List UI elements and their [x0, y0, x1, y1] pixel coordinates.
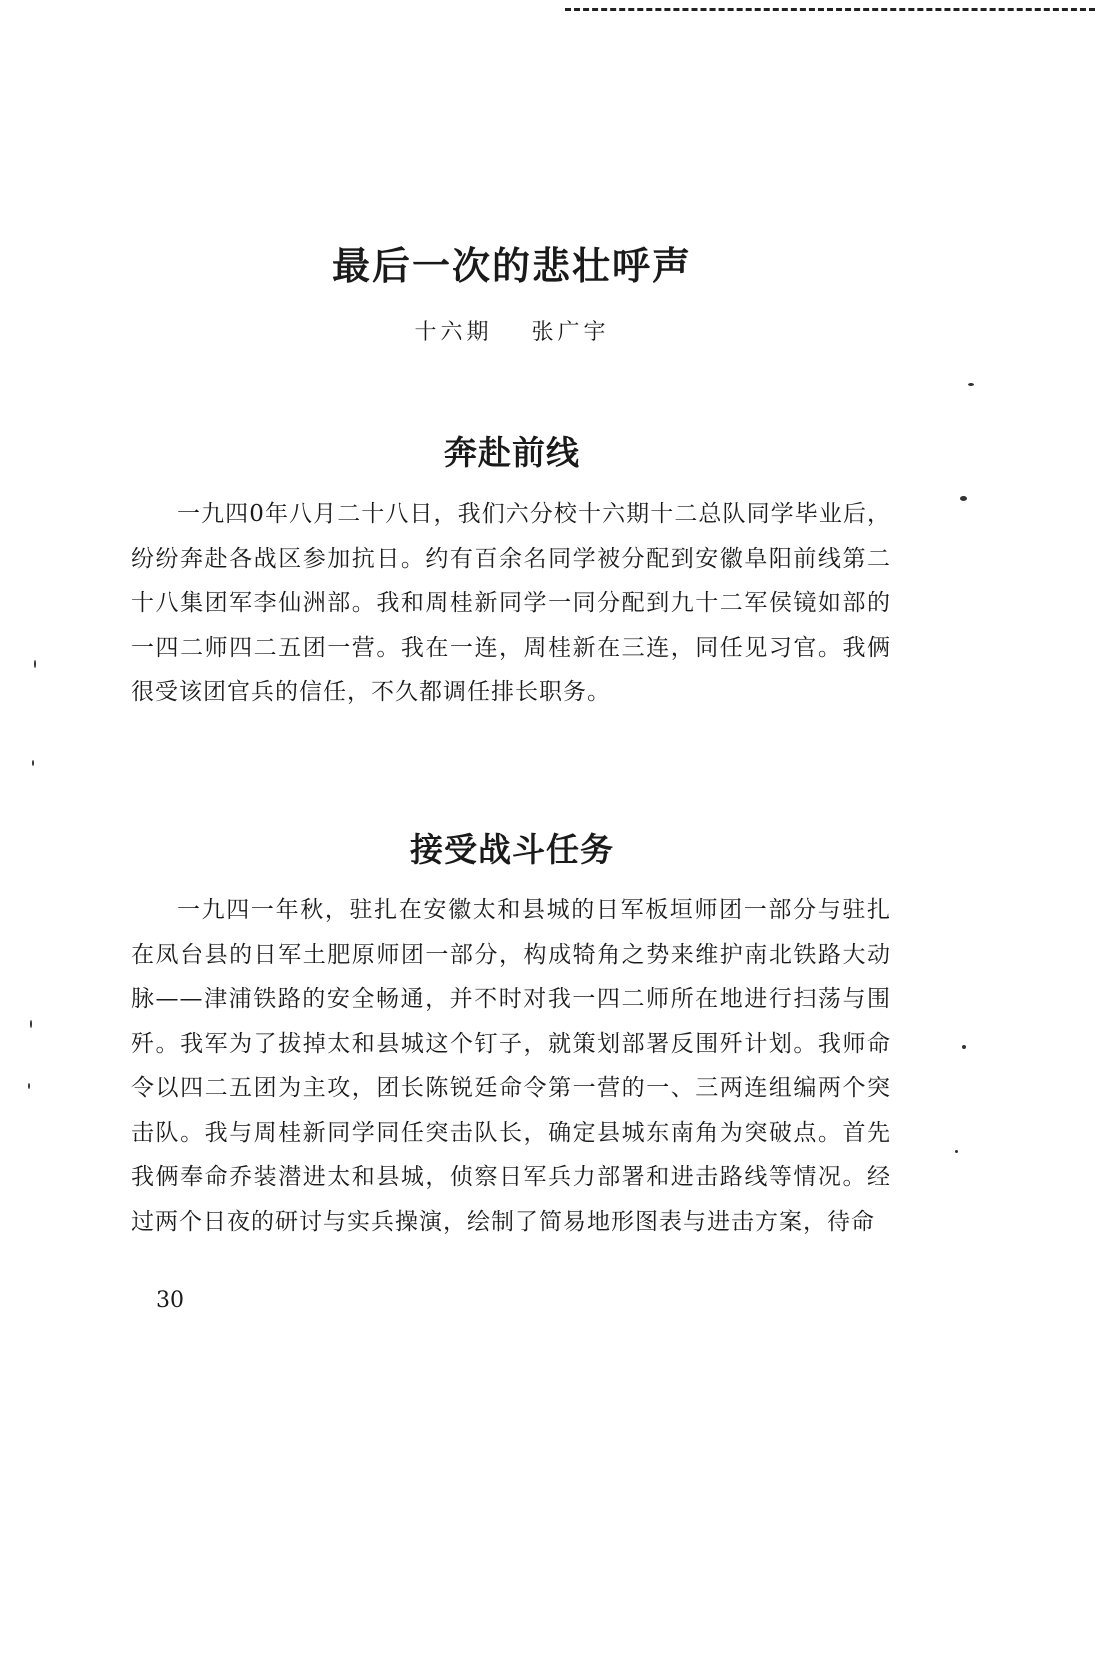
- scan-speck: [960, 496, 967, 501]
- byline-class: 十六期: [414, 320, 493, 345]
- page-number: 30: [156, 1288, 184, 1313]
- scan-speck: [30, 1020, 32, 1028]
- scan-speck: [28, 1083, 30, 1089]
- top-dashed-rule: [565, 8, 1095, 11]
- scan-speck: [955, 1150, 958, 1153]
- scan-speck: [968, 383, 974, 386]
- section-heading-1: 奔赴前线: [444, 433, 580, 473]
- scan-speck: [34, 660, 36, 668]
- byline: [0, 315, 1024, 346]
- scan-speck: [32, 760, 34, 766]
- section-paragraph-2: 一九四一年秋，驻扎在安徽太和县城的日军板垣师团一部分与驻扎在凤台县的日军土肥原师团一部分，构成犄角之势来维护南北铁路大动脉——津浦铁路的安全畅通，并不时对我一四二师所在地进行扫荡与围歼。我军为了拔掉太和县城这个钉子，就策划部署反围歼计划。我师命令以四二五团为主攻，团长陈锐廷命令第一营的一、三两连组编两个突击队。我与周桂新同学同任突击队长，确定县城东南角为突破点。首先我俩奉命乔装潜进太和县城，侦察日军兵力部署和进击路线等情况。经过两个日夜的研讨与实兵操演，绘制了简易地形图表与进击方案，待命: [131, 897, 891, 1235]
- section-heading-2: 接受战斗任务: [410, 830, 614, 870]
- section-paragraph-1: 一九四0年八月二十八日，我们六分校十六期十二总队同学毕业后，纷纷奔赴各战区参加抗日。约有百余名同学被分配到安徽阜阳前线第二十八集团军李仙洲部。我和周桂新同学一同分配到九十二军侯镜如部的一四二师四二五团一营。我在一连，周桂新在三连，同任见习官。我俩很受该团官兵的信任，不久都调任排长职务。: [131, 501, 891, 705]
- page-title: 最后一次的悲壮呼声: [331, 244, 692, 289]
- scan-speck: [962, 1045, 966, 1049]
- byline-author: 张广宇: [531, 320, 610, 345]
